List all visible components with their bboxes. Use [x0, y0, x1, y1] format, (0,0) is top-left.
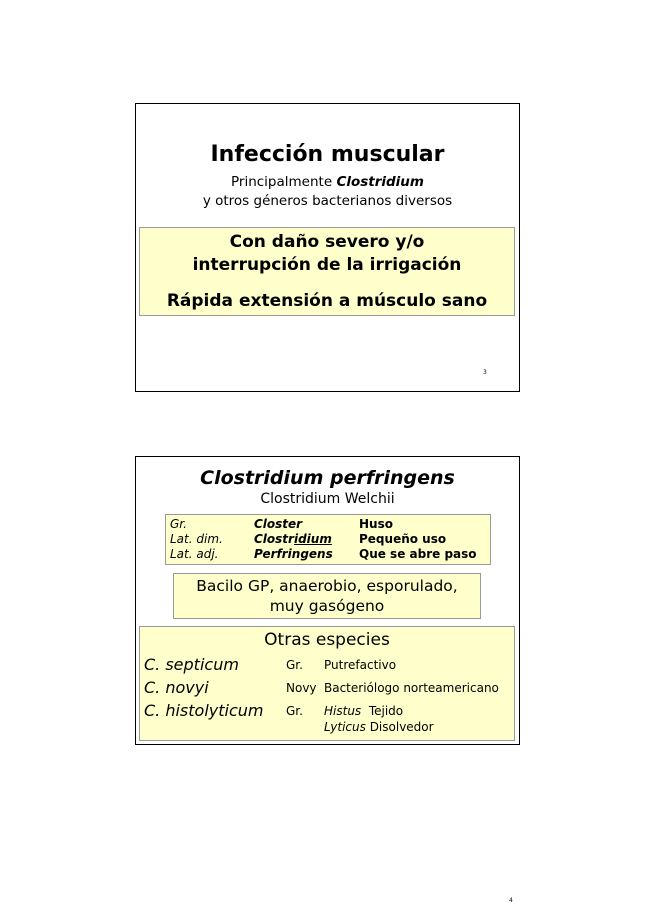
- slide-title: Clostridium perfringens: [200, 467, 455, 489]
- etymology-box: [165, 514, 491, 565]
- highlight-line-3: Rápida extensión a músculo sano: [166, 291, 488, 311]
- etymology-meaning: Pequeño uso: [359, 532, 447, 546]
- species-name: C. histolyticum: [144, 701, 264, 720]
- page-number: 3: [483, 369, 487, 376]
- slide-title: Infección muscular: [210, 142, 445, 167]
- highlight-box: [139, 227, 515, 316]
- highlight-line-2: interrupción de la irrigación: [192, 255, 462, 275]
- other-species-title: Otras especies: [264, 630, 390, 650]
- etymology-meaning: Que se abre paso: [359, 547, 477, 561]
- species-origin: Gr.: [286, 704, 303, 718]
- slide-subtitle: Clostridium Welchii: [260, 491, 395, 507]
- species-name: C. novyi: [144, 678, 209, 697]
- other-species-box: [139, 626, 515, 904]
- etymology-row: [166, 532, 490, 547]
- etymology-word: Closter: [254, 517, 303, 531]
- species-term: Histus: [324, 704, 362, 718]
- etymology-word: [254, 532, 332, 546]
- etymology-language: Lat. dim.: [170, 532, 223, 546]
- etymology-word-stem: Clostr: [254, 532, 294, 546]
- highlight-line-1: Con daño severo y/o: [229, 232, 425, 252]
- species-term-meaning: Tejido: [368, 704, 404, 718]
- description-line-2: muy gasógeno: [269, 597, 385, 615]
- etymology-language: Gr.: [170, 517, 187, 531]
- etymology-row: [166, 517, 490, 532]
- slide-4: [135, 456, 520, 904]
- etymology-word: Perfringens: [254, 547, 333, 561]
- species-meaning: Putrefactivo: [324, 658, 397, 672]
- species-term: Lyticus: [324, 720, 366, 734]
- species-meaning: Bacteriólogo norteamericano: [324, 681, 499, 695]
- slide-3: [135, 103, 520, 392]
- description-box: [173, 573, 481, 619]
- species-term-meaning: Disolvedor: [369, 720, 434, 734]
- page-number: 4: [509, 897, 513, 904]
- species-origin: Novy: [286, 681, 317, 695]
- species-meaning: [324, 720, 434, 734]
- species-origin: Gr.: [286, 658, 303, 672]
- slide-subtitle-line2: y otros géneros bacterianos diversos: [202, 193, 453, 209]
- etymology-meaning: Huso: [359, 517, 393, 531]
- subtitle-prefix: Principalmente: [231, 174, 333, 190]
- slide-subtitle: [136, 174, 519, 190]
- species-name: C. septicum: [144, 655, 239, 674]
- etymology-row: [166, 547, 490, 562]
- description-line-1: Bacilo GP, anaerobio, esporulado,: [196, 577, 458, 595]
- species-meaning: [324, 704, 403, 718]
- etymology-word-suffix: idium: [293, 532, 332, 546]
- etymology-language: Lat. adj.: [170, 547, 219, 561]
- subtitle-genus: Clostridium: [336, 174, 424, 190]
